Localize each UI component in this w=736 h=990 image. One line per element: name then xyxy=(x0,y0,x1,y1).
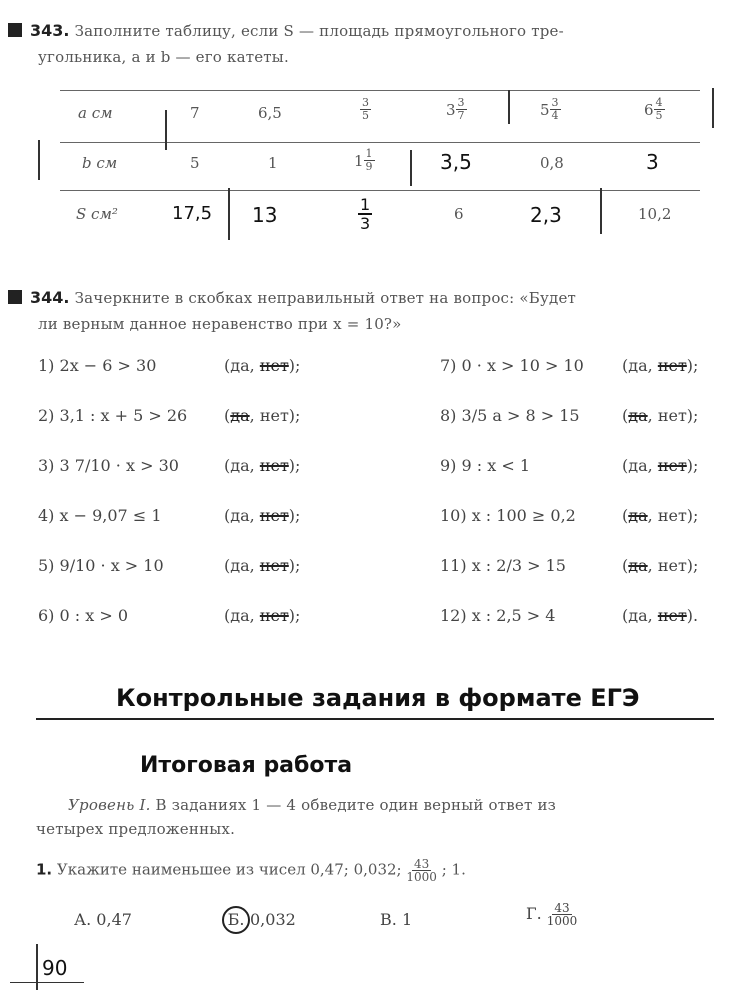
answer-choice-10: (да, нет); xyxy=(622,506,699,525)
inequality-8: 8) 3/5 a > 8 > 15 xyxy=(440,406,580,425)
cell-s-4: 6 xyxy=(454,205,464,223)
answer-choice-3: (да, нет); xyxy=(224,456,301,475)
cell-a-2: 6,5 xyxy=(258,104,282,122)
page-number: 90 xyxy=(42,956,68,980)
answer-choice-12: (да, нет). xyxy=(622,606,699,625)
inequality-10: 10) x : 100 ≥ 0,2 xyxy=(440,506,576,525)
cell-a-3-den: 5 xyxy=(362,109,369,122)
table-vrule xyxy=(712,88,714,128)
answer-yes[interactable]: да xyxy=(230,606,250,625)
cell-s-6: 10,2 xyxy=(638,205,672,223)
problem-344-text-2: ли верным данное неравенство при x = 10?» xyxy=(38,315,402,333)
cell-b-6: 3 xyxy=(646,150,659,174)
inequality-12: 12) x : 2,5 > 4 xyxy=(440,606,556,625)
problem-343-line1 xyxy=(8,18,564,44)
answer-tail: ); xyxy=(288,456,301,475)
problem-344-text-1: Зачеркните в скобках неправильный ответ на вопрос: «Будет xyxy=(74,289,577,307)
option-v-value: 1 xyxy=(401,910,413,929)
problem-343-text-1: Заполните таблицу, если S — площадь прямоугольного тре- xyxy=(74,22,564,40)
option-g[interactable] xyxy=(526,902,577,927)
answer-no[interactable]: нет xyxy=(657,406,687,425)
task-1-text: Укажите наименьшее из чисел 0,47; 0,032; xyxy=(56,860,402,879)
problem-343-number: 343. xyxy=(30,21,70,40)
table-low-rule xyxy=(60,190,700,191)
problem-344-number: 344. xyxy=(30,288,70,307)
option-a-value: 0,47 xyxy=(96,910,132,929)
answer-tail: ); xyxy=(686,556,699,575)
task-1-fraction xyxy=(406,858,437,883)
option-g-num: 43 xyxy=(554,901,570,915)
answer-tail: ); xyxy=(686,506,699,525)
level-text-1: В заданиях 1 — 4 обведите один верный ответ из xyxy=(150,796,557,814)
table-vrule xyxy=(600,188,602,234)
cell-b-5: 0,8 xyxy=(540,154,564,172)
cell-s-1: 17,5 xyxy=(172,203,213,224)
answer-yes[interactable]: да xyxy=(230,406,250,425)
option-a-label: А. xyxy=(74,910,92,929)
inequality-11: 11) x : 2/3 > 15 xyxy=(440,556,566,575)
level-instructions xyxy=(68,792,556,818)
page-number-underline xyxy=(10,982,84,983)
section-subtitle: Итоговая работа xyxy=(140,753,353,778)
answer-tail: ); xyxy=(686,406,699,425)
page-number-rule xyxy=(36,944,38,990)
answer-tail: ); xyxy=(288,356,301,375)
answer-choice-8: (да, нет); xyxy=(622,406,699,425)
answer-tail: ). xyxy=(686,606,699,625)
table-vrule xyxy=(38,140,40,180)
answer-no[interactable]: нет xyxy=(657,356,687,375)
answer-choice-9: (да, нет); xyxy=(622,456,699,475)
cell-s-2: 13 xyxy=(252,203,278,227)
answer-no[interactable]: нет xyxy=(657,506,687,525)
inequality-2: 2) 3,1 : x + 5 > 26 xyxy=(38,406,188,425)
answer-tail: ); xyxy=(288,406,301,425)
cell-a-3-num: 3 xyxy=(362,96,369,109)
row-label-b: b см xyxy=(82,154,118,172)
answer-no[interactable]: нет xyxy=(259,356,289,375)
answer-no[interactable]: нет xyxy=(259,606,289,625)
cell-a-1: 7 xyxy=(190,104,200,122)
answer-tail: ); xyxy=(686,456,699,475)
answer-yes[interactable]: да xyxy=(230,556,250,575)
answer-choice-4: (да, нет); xyxy=(224,506,301,525)
bullet-square-icon xyxy=(8,23,22,37)
cell-b-2: 1 xyxy=(268,154,278,172)
option-b-value: 0,032 xyxy=(250,910,296,929)
inequality-7: 7) 0 · x > 10 > 10 xyxy=(440,356,584,375)
option-b-label: Б. xyxy=(222,906,250,934)
inequality-5: 5) 9/10 · x > 10 xyxy=(38,556,164,575)
section-title: Контрольные задания в формате ЕГЭ xyxy=(116,684,640,712)
section-rule xyxy=(36,718,714,720)
table-mid-rule xyxy=(60,142,700,143)
inequality-9: 9) 9 : x < 1 xyxy=(440,456,531,475)
task-1-number: 1. xyxy=(36,860,53,879)
option-g-den: 1000 xyxy=(546,914,578,928)
answer-no[interactable]: нет xyxy=(259,556,289,575)
table-vrule xyxy=(508,90,510,124)
problem-343-text-2: угольника, a и b — его катеты. xyxy=(38,48,289,66)
answer-tail: ); xyxy=(686,356,699,375)
table-vrule xyxy=(228,188,230,240)
table-vrule xyxy=(410,150,412,186)
answer-yes[interactable]: да xyxy=(628,406,648,425)
level-label: Уровень I. xyxy=(68,796,151,814)
answer-choice-7: (да, нет); xyxy=(622,356,699,375)
answer-choice-6: (да, нет); xyxy=(224,606,301,625)
bullet-square-icon xyxy=(8,290,22,304)
problem-344-line1 xyxy=(8,285,576,311)
inequality-4: 4) x − 9,07 ≤ 1 xyxy=(38,506,162,525)
table-vrule xyxy=(165,110,167,150)
answer-tail: ); xyxy=(288,506,301,525)
task-1 xyxy=(36,858,466,883)
answer-yes[interactable]: да xyxy=(628,556,648,575)
row-label-s: S см² xyxy=(76,205,118,223)
cell-b-4: 3,5 xyxy=(440,150,472,174)
answer-yes[interactable]: да xyxy=(628,506,648,525)
option-g-label: Г. xyxy=(526,904,542,923)
answer-no[interactable]: нет xyxy=(657,456,687,475)
cell-a-4: 3 $\frac{3}{7}$ xyxy=(446,96,465,122)
answer-yes[interactable]: да xyxy=(628,456,648,475)
task-1-tail: ; 1. xyxy=(441,860,466,879)
answer-choice-11: (да, нет); xyxy=(622,556,699,575)
inequality-1: 1) 2x − 6 > 30 xyxy=(38,356,157,375)
answer-choice-2: (да, нет); xyxy=(224,406,301,425)
cell-a-5: 5 $\frac{3}{4}$ xyxy=(540,96,559,122)
cell-a-3 xyxy=(360,97,371,122)
cell-b-3: 1 $\frac{1}{9}$ xyxy=(354,147,373,173)
answer-yes[interactable]: да xyxy=(628,606,648,625)
option-g-value xyxy=(547,902,578,927)
option-v[interactable] xyxy=(380,910,412,929)
option-b[interactable] xyxy=(222,906,296,934)
option-v-label: В. xyxy=(380,910,397,929)
answer-tail: ); xyxy=(288,556,301,575)
inequality-6: 6) 0 : x > 0 xyxy=(38,606,129,625)
answer-yes[interactable]: да xyxy=(628,356,648,375)
answer-yes[interactable]: да xyxy=(230,506,250,525)
option-a[interactable] xyxy=(74,910,132,929)
cell-s-5: 2,3 xyxy=(530,203,562,227)
cell-b-1: 5 xyxy=(190,154,200,172)
answer-no[interactable]: нет xyxy=(259,456,289,475)
inequality-3: 3) 3 7/10 · x > 30 xyxy=(38,456,179,475)
answer-yes[interactable]: да xyxy=(230,356,250,375)
answer-yes[interactable]: да xyxy=(230,456,250,475)
task-1-frac-num: 43 xyxy=(414,857,430,871)
answer-tail: ); xyxy=(288,606,301,625)
answer-no[interactable]: нет xyxy=(657,606,687,625)
answer-no[interactable]: нет xyxy=(259,506,289,525)
cell-s-3: $\frac{1}{3}$ xyxy=(360,195,371,233)
table-top-rule xyxy=(60,90,700,91)
answer-choice-5: (да, нет); xyxy=(224,556,301,575)
level-text-2: четырех предложенных. xyxy=(36,820,236,838)
answer-no[interactable]: нет xyxy=(657,556,687,575)
task-1-frac-den: 1000 xyxy=(406,870,437,884)
cell-a-6: 6 $\frac{4}{5}$ xyxy=(644,96,663,122)
row-label-a: a см xyxy=(78,104,113,122)
answer-no[interactable]: нет xyxy=(259,406,289,425)
answer-choice-1: (да, нет); xyxy=(224,356,301,375)
